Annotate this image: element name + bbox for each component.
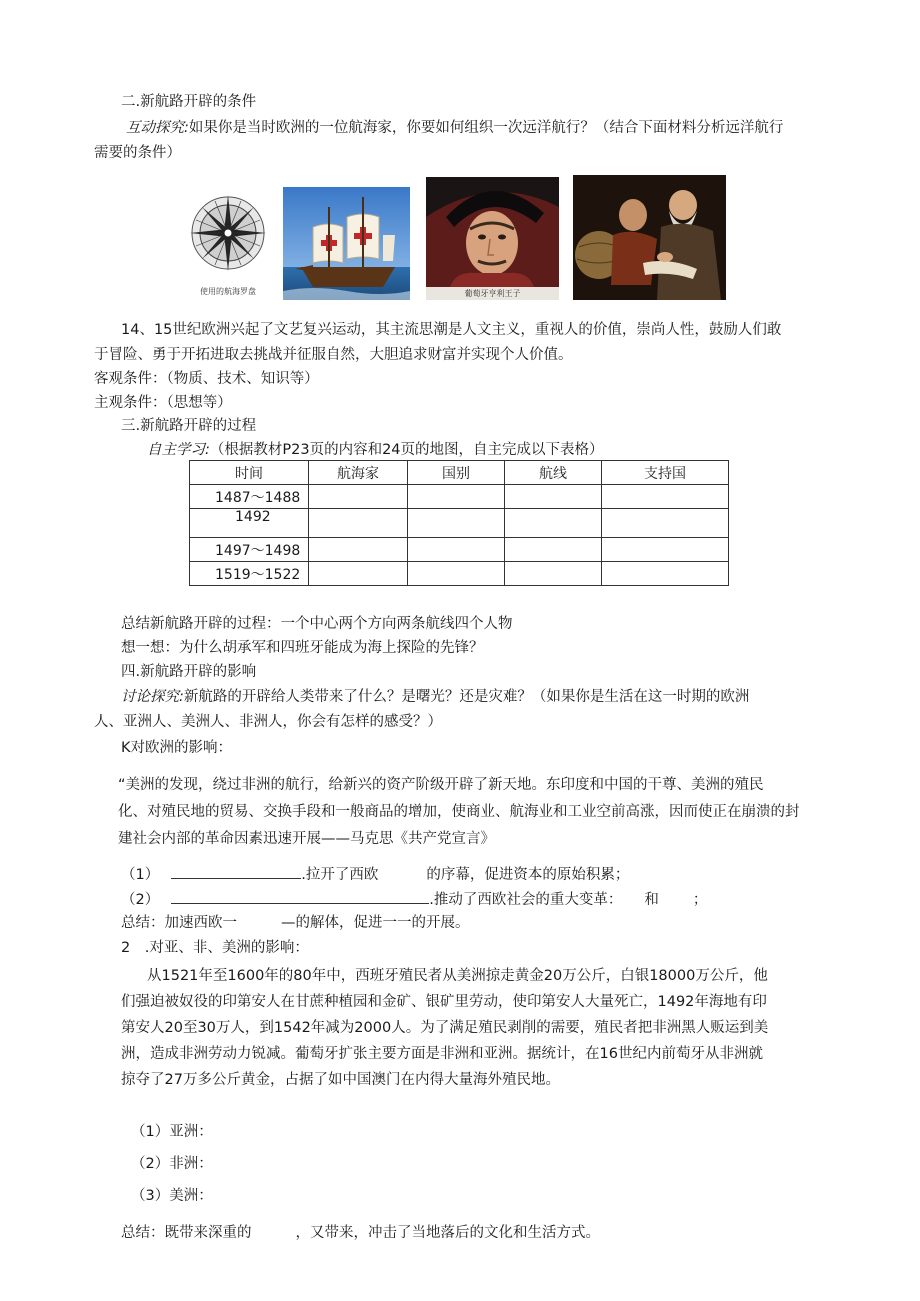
table-cell[interactable] [309, 509, 408, 538]
item2-blank[interactable] [171, 889, 429, 904]
table-cell[interactable] [505, 509, 602, 538]
europe-impact-heading: K对欧洲的影响： [121, 740, 233, 756]
table-cell[interactable] [309, 538, 408, 562]
section4-heading: 四.新航路开辟的影响 [121, 664, 257, 680]
table-cell[interactable] [309, 562, 408, 586]
final-summary-a: 总结：既带来深重的 [121, 1225, 252, 1241]
table-row [190, 485, 729, 509]
table-cell[interactable] [309, 485, 408, 509]
table-row [190, 538, 729, 562]
table-cell[interactable] [602, 509, 729, 538]
discuss-text-cont: 人、亚洲人、美洲人、非洲人，你会有怎样的感受？） [94, 714, 442, 730]
renaissance-para-1: 14、15世纪欧洲兴起了文艺复兴运动，其主流思潮是人文主义，重视人的价值，崇尚人性，鼓励人们敢 [121, 322, 782, 338]
europe-summary-b: —的解体，促进一一的开展。 [281, 915, 470, 931]
colonial-para-5: 掠夺了27万多公斤黄金，占据了如中国澳门在内得大量海外殖民地。 [121, 1072, 560, 1088]
caravel-ship-icon [283, 187, 410, 300]
compass-rose-icon [188, 185, 268, 300]
colonial-para-3: 第安人20至30万人，到1542年减为2000人。为了满足殖民剥削的需要，殖民者把非洲黑人贩运到美 [121, 1020, 769, 1036]
objective-conditions: 客观条件：（物质、技术、知识等） [94, 371, 319, 387]
header-navigator: 航海家 [309, 461, 408, 485]
item1-text-a: .拉开了西欧 [301, 867, 379, 883]
process-summary: 总结新航路开辟的过程：一个中心两个方向两条航线四个人物 [121, 616, 513, 632]
marx-quote-2: 化、对殖民地的贸易、交换手段和一般商品的增加，使商业、航海业和工业空前高涨，因而使正在崩溃的封 [118, 804, 800, 820]
fill-item-1 [121, 864, 629, 885]
caravel-ship-image [283, 187, 410, 300]
table-cell[interactable] [505, 538, 602, 562]
table-cell[interactable] [602, 562, 729, 586]
header-country: 国别 [408, 461, 505, 485]
portrait-caption: 葡萄牙亨利王子 [464, 289, 521, 298]
marx-quote-3: 建社会内部的革命因素迅速开展——马克思《共产党宣言》 [118, 831, 495, 847]
table-cell-time: 1519～1522 [190, 562, 309, 586]
europe-summary [121, 913, 470, 933]
colonial-para-4: 洲，造成非洲劳动力锐减。葡萄牙扩张主要方面是非洲和亚洲。据统计，在16世纪内前萄牙从非洲就 [121, 1046, 763, 1062]
item2-text-c: ； [692, 892, 708, 908]
table-row [190, 509, 729, 538]
table-cell-time: 1492 [190, 509, 309, 538]
fill-item-2 [121, 889, 707, 910]
discuss-line [121, 687, 749, 707]
study-label: 自主学习: [147, 442, 210, 458]
europe-summary-a: 总结：加速西欧一 [121, 915, 237, 931]
asia-item: （1）亚洲： [131, 1124, 213, 1140]
subjective-conditions: 主观条件：（思想等） [94, 395, 232, 411]
explore-line [126, 118, 783, 138]
explore-text: 如果你是当时欧洲的一位航海家，你要如何组织一次远洋航行？（结合下面材料分析远洋航行 [188, 120, 784, 136]
study-line [147, 440, 604, 460]
section3-heading: 三.新航路开辟的过程 [121, 418, 257, 434]
item2-number: （2） [121, 892, 160, 908]
compass-rose-image [188, 185, 268, 300]
table-cell-time: 1497～1498 [190, 538, 309, 562]
table-cell-time: 1487～1488 [190, 485, 309, 509]
header-route: 航线 [505, 461, 602, 485]
africa-item: （2）非洲： [131, 1156, 213, 1172]
table-cell[interactable] [408, 538, 505, 562]
scholars-with-globe-icon [573, 175, 726, 300]
colonial-para-1: 从1521年至1600年的80年中，西班牙殖民者从美洲掠走黄金20万公斤，白银18000万公斤，他 [147, 968, 768, 984]
item2-text-b: 和 [644, 892, 659, 908]
table-cell[interactable] [408, 485, 505, 509]
study-text: （根据教材P23页的内容和24页的地图，自主完成以下表格） [209, 442, 604, 458]
header-sponsor: 支持国 [602, 461, 729, 485]
table-cell[interactable] [408, 509, 505, 538]
item1-blank[interactable] [171, 864, 301, 879]
final-summary [121, 1223, 600, 1243]
discuss-label: 讨论探究: [121, 689, 184, 705]
marx-quote-1: “美洲的发现，绕过非洲的航行，给新兴的资产阶级开辟了新天地。东印度和中国的干尊、美洲的殖民 [118, 777, 764, 793]
table-row [190, 562, 729, 586]
america-item: （3）美洲： [131, 1188, 213, 1204]
table-cell[interactable] [408, 562, 505, 586]
portrait-prince-henry-icon [426, 177, 559, 300]
renaissance-para-2: 于冒险、勇于开拓进取去挑战并征服自然，大胆追求财富并实现个人价值。 [94, 347, 573, 363]
explore-label: 互动探究: [126, 120, 189, 136]
discuss-text: 新航路的开辟给人类带来了什么？是曙光？还是灾难？（如果你是生活在这一时期的欧洲 [183, 689, 750, 705]
voyage-table [189, 460, 729, 586]
think-question: 想一想：为什么胡承军和四班牙能成为海上探险的先锋？ [121, 640, 484, 656]
item1-text-b: 的序幕，促进资本的原始积累； [426, 867, 630, 883]
other-continents-heading: 2 .对亚、非、美洲的影响： [121, 940, 309, 956]
final-summary-b: ，又带来，冲击了当地落后的文化和生活方式。 [295, 1225, 600, 1241]
table-header-row [190, 461, 729, 485]
prince-henry-portrait-image [426, 177, 559, 300]
table-cell[interactable] [602, 485, 729, 509]
table-cell[interactable] [602, 538, 729, 562]
section2-heading: 二.新航路开辟的条件 [121, 94, 257, 110]
compass-caption: 使用的航海罗盘 [200, 287, 256, 296]
table-cell[interactable] [505, 562, 602, 586]
item1-number: （1） [121, 867, 160, 883]
explore-text-cont: 需要的条件） [94, 145, 181, 161]
table-cell[interactable] [505, 485, 602, 509]
colonial-para-2: 们强迫被奴役的印第安人在甘蔗种植园和金矿、银矿里劳动，使印第安人大量死亡，1492年海地有印 [121, 994, 767, 1010]
scholars-globe-image [573, 175, 726, 300]
header-time: 时间 [190, 461, 309, 485]
item2-text-a: .推动了西欧社会的重大变革： [429, 892, 623, 908]
